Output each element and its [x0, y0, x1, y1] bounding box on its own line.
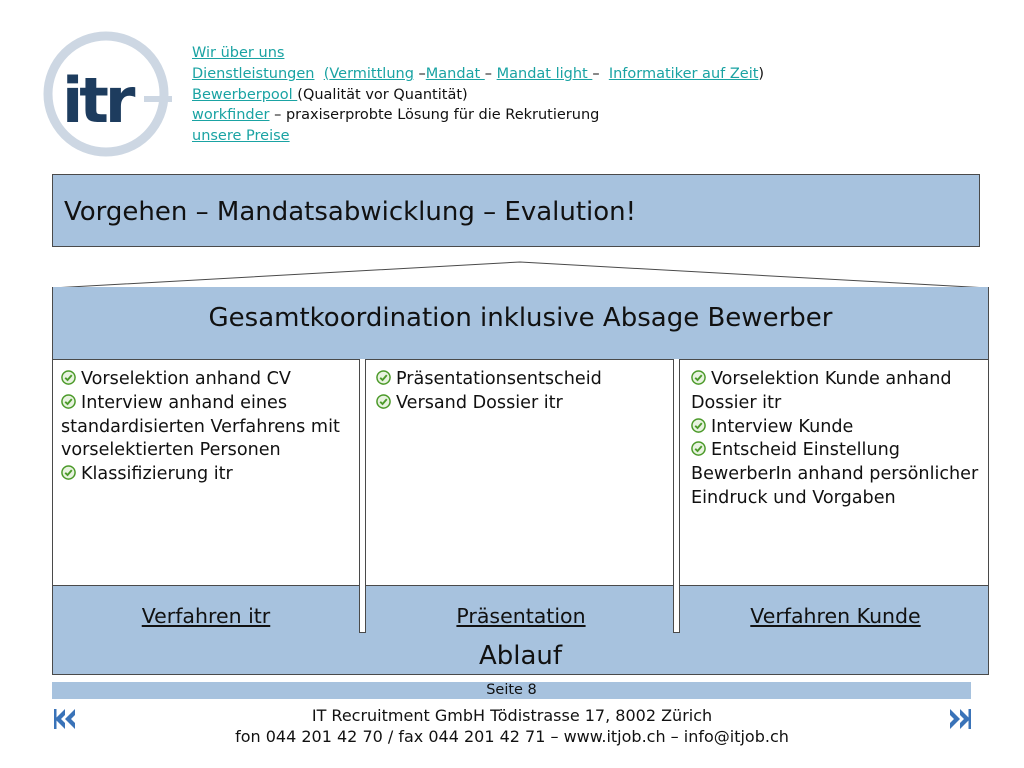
- nav-row-services: [192, 64, 764, 85]
- svg-text:itr: itr: [62, 64, 132, 137]
- list-item: [691, 368, 980, 416]
- itr-logo-graphic: [40, 28, 180, 160]
- list-item-text: Entscheid Einstellung BewerberIn anhand persönlicher Eindruck und Vorgaben: [691, 440, 979, 508]
- check-icon: [691, 441, 706, 456]
- check-icon: [376, 394, 391, 409]
- link-verfahren-itr[interactable]: Verfahren itr: [141, 604, 271, 628]
- page-number-bar: [52, 682, 971, 699]
- link-unsere-preise[interactable]: unsere Preise: [192, 128, 290, 145]
- list-item: [376, 368, 666, 392]
- link-praesentation[interactable]: Präsentation: [456, 604, 586, 628]
- list-item: [61, 368, 351, 392]
- phase-verfahren-itr: [53, 603, 359, 629]
- check-icon: [61, 394, 76, 409]
- link-workfinder[interactable]: workfinder: [192, 107, 270, 124]
- column-verfahren-itr: [53, 360, 359, 586]
- footer-line-company: IT Recruitment GmbH Tödistrasse 17, 8002 Zürich: [311, 706, 713, 725]
- link-paren-open[interactable]: (: [323, 65, 330, 82]
- check-icon: [691, 370, 706, 385]
- nav-row-about: [192, 43, 764, 64]
- list-item: [691, 416, 980, 440]
- phase-verfahren-kunde: [683, 603, 988, 629]
- link-verfahren-kunde[interactable]: Verfahren Kunde: [750, 604, 921, 628]
- page-title: Vorgehen – Mandatsabwicklung – Evalution!: [64, 197, 637, 227]
- link-vermittlung[interactable]: Vermittlung: [329, 65, 414, 82]
- footer-line-contact: fon 044 201 42 70 / fax 044 201 42 71 – www.itjob.ch – info@itjob.ch: [235, 727, 789, 746]
- itr-logo: [40, 28, 180, 160]
- list-item: [691, 439, 980, 510]
- nav-dash: –: [592, 65, 600, 82]
- link-mandat[interactable]: Mandat: [425, 65, 485, 82]
- column-verfahren-kunde: [683, 360, 988, 586]
- ablauf-label: Ablauf: [478, 641, 563, 671]
- list-item-text: Interview anhand eines standardisierten Verfahrens mit vorselektierten Personen: [61, 392, 340, 461]
- nav-dash: –: [418, 65, 426, 82]
- nav-row-workfinder: [192, 105, 764, 126]
- link-wir-ueber-uns[interactable]: Wir über uns: [192, 45, 285, 61]
- nav-workfinder-note: – praxiserprobte Lösung für die Rekrutierung: [274, 107, 600, 124]
- list-item: [376, 392, 666, 416]
- list-item: [61, 463, 351, 487]
- list-item-text: Interview Kunde: [711, 416, 854, 437]
- nav-paren-close: ): [758, 65, 765, 82]
- link-informatiker-auf-zeit[interactable]: Informatiker auf Zeit: [608, 65, 759, 82]
- double-arrow-left-icon[interactable]: [52, 706, 78, 732]
- top-navigation: [192, 43, 764, 147]
- nav-row-preise: [192, 126, 764, 147]
- check-icon: [691, 418, 706, 433]
- list-item-text: Präsentationsentscheid: [396, 369, 602, 389]
- column-praesentation: [368, 360, 674, 586]
- nav-dash: –: [484, 65, 493, 82]
- page-number: Seite 8: [486, 682, 537, 698]
- link-bewerberpool[interactable]: Bewerberpool: [192, 86, 298, 103]
- nav-row-bewerberpool: [192, 85, 764, 106]
- list-item-text: Vorselektion anhand CV: [81, 369, 291, 389]
- list-item-text: Vorselektion Kunde anhand Dossier itr: [691, 369, 952, 413]
- coordination-box: [52, 287, 989, 359]
- double-arrow-right-icon[interactable]: [947, 706, 973, 732]
- phase-praesentation: [368, 603, 674, 629]
- link-dienstleistungen[interactable]: Dienstleistungen: [192, 65, 315, 82]
- footer-address: [0, 705, 1024, 747]
- link-mandat-light[interactable]: Mandat light: [496, 65, 593, 82]
- column-divider: [673, 359, 680, 633]
- column-divider: [359, 359, 366, 633]
- process-columns: [52, 359, 989, 586]
- check-icon: [61, 465, 76, 480]
- nav-bewerberpool-note: (Qualität vor Quantität): [297, 86, 468, 103]
- list-item-text: Klassifizierung itr: [81, 464, 233, 485]
- coordination-heading: Gesamtkoordination inklusive Absage Bewerber: [208, 303, 833, 333]
- list-item-text: Versand Dossier itr: [396, 392, 563, 413]
- list-item: [61, 392, 351, 463]
- check-icon: [61, 370, 76, 385]
- phase-bar: [52, 585, 989, 675]
- title-bar: [52, 174, 980, 247]
- check-icon: [376, 370, 391, 385]
